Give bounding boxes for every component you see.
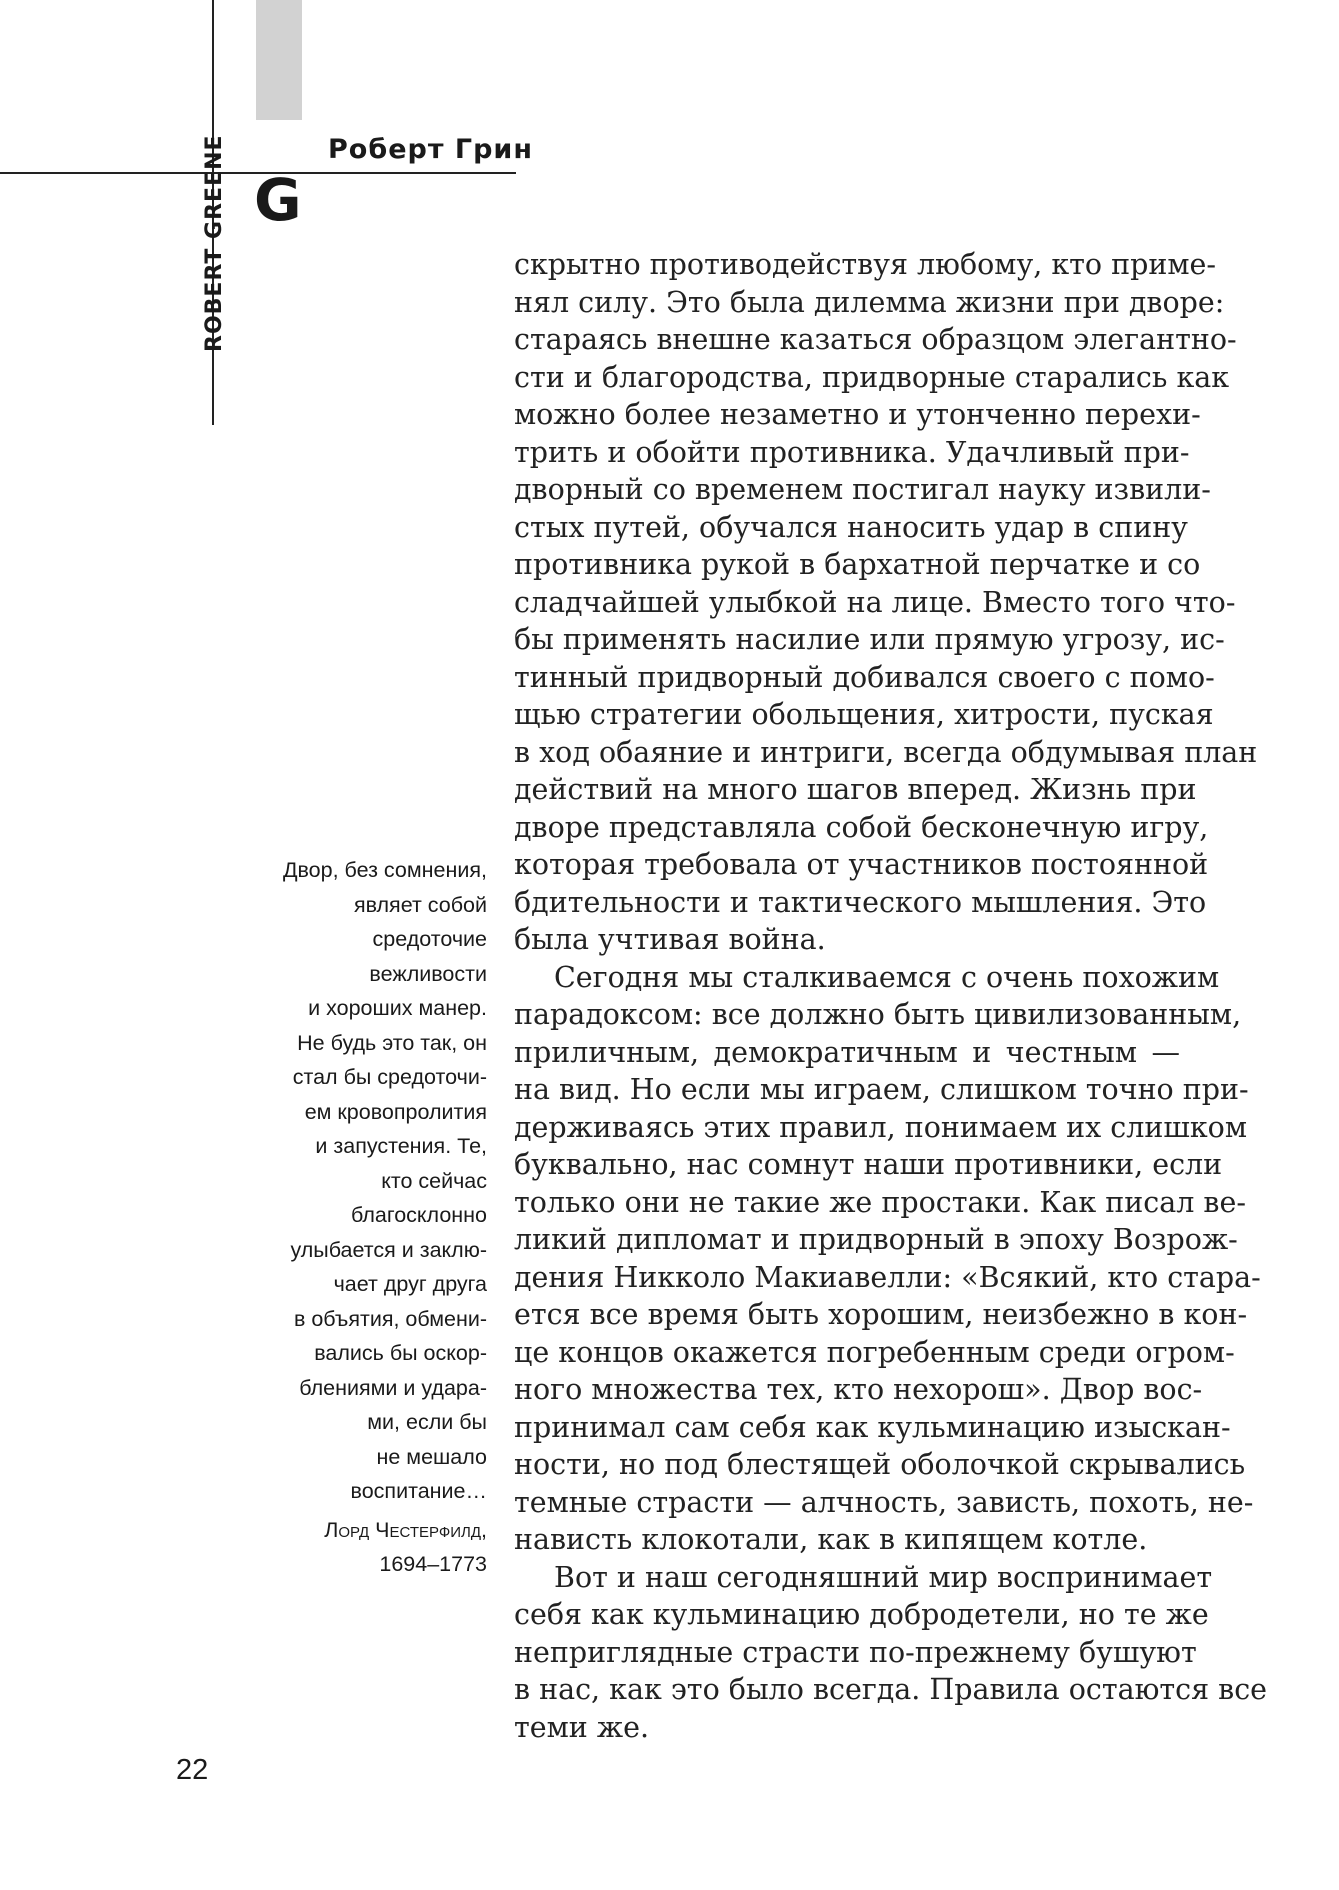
body-line: парадоксом: все должно быть цивилизованным, — [514, 998, 1242, 1031]
body-line: стых путей, обучался наносить удар в спину — [514, 510, 1188, 544]
body-line: щью стратегии обольщения, хитрости, пуская — [514, 698, 1214, 731]
quote-line: улыбается и заклю- — [290, 1237, 487, 1262]
body-text — [514, 246, 1268, 1746]
quote-line: Не будь это так, он — [297, 1030, 487, 1055]
body-line: трить и обойти противника. Удачливый при- — [514, 435, 1190, 469]
body-line: тинный придворный добивался своего с помо- — [514, 660, 1215, 694]
quote-line: не мешало — [376, 1444, 487, 1469]
quote-line: вежливости — [369, 961, 487, 986]
body-line: можно более незаметно и утонченно перехи- — [514, 398, 1201, 431]
body-line: темные страсти — алчность, зависть, похоть, не- — [514, 1485, 1254, 1519]
body-line: в нас, как это было всегда. Правила остаются все — [514, 1673, 1268, 1706]
body-line: нависть клокотали, как в кипящем котле. — [514, 1523, 1148, 1556]
body-line: на вид. Но если мы играем, слишком точно при- — [514, 1073, 1249, 1106]
body-line: сладчайшей улыбкой на лице. Вместо того что- — [514, 585, 1236, 619]
vertical-author-name: ROBERT GREENE — [202, 134, 227, 352]
body-line: дворный со временем постигал науку извили- — [514, 473, 1211, 506]
quote-line: Двор, без сомнения, — [282, 858, 487, 882]
body-line: держиваясь этих правил, понимаем их слишком — [514, 1110, 1247, 1144]
body-line: бдительности и тактического мышления. Это — [514, 885, 1207, 919]
body-line: только они не такие же простаки. Как писал ве- — [514, 1185, 1246, 1219]
body-line: буквально, нас сомнут наши противники, если — [514, 1148, 1223, 1181]
body-line: теми же. — [514, 1710, 649, 1744]
body-line: стараясь внешне казаться образцом элегантно- — [514, 323, 1237, 356]
body-line: которая требовала от участников постоянной — [514, 848, 1209, 881]
body-line: сти и благородства, придворные старались как — [514, 360, 1230, 394]
quote-line: стал бы средоточи- — [292, 1065, 487, 1089]
quote-line: и запустения. Те, — [315, 1134, 487, 1158]
body-line: себя как кульминацию добродетели, но те же — [514, 1598, 1209, 1631]
quote-attribution: Лорд Честерфилд, — [324, 1517, 487, 1542]
quote-line: вались бы оскор- — [314, 1341, 487, 1365]
quote-line: воспитание… — [350, 1479, 487, 1503]
body-line: дворе представляла собой бесконечную игру, — [514, 810, 1209, 844]
running-head-author: Роберт Грин — [328, 134, 533, 165]
body-line: скрытно противодействуя любому, кто приме- — [514, 248, 1217, 281]
quote-line: ми, если бы — [367, 1410, 487, 1434]
body-line: це концов окажется погребенным среди огром- — [514, 1335, 1235, 1369]
body-line: неприглядные страсти по-прежнему бушуют — [514, 1635, 1197, 1669]
body-line: ности, но под блестящей оболочкой скрывались — [514, 1448, 1246, 1481]
header-gray-bar — [256, 0, 302, 120]
body-line: принимал сам себя как кульминацию изыскан- — [514, 1410, 1231, 1444]
quote-line: являет собой — [353, 892, 487, 917]
body-line: противника рукой в бархатной перчатке и со — [514, 548, 1201, 581]
body-line: была учтивая война. — [514, 923, 826, 956]
quote-line: и хороших манер. — [308, 996, 487, 1020]
logo-letter: G — [254, 166, 302, 234]
body-line: бы применять насилие или прямую угрозу, ис- — [514, 623, 1225, 656]
quote-line: блениями и удара- — [299, 1375, 487, 1400]
body-line: в ход обаяние и интриги, всегда обдумывая план — [514, 735, 1258, 769]
quote-line: чает друг друга — [333, 1272, 487, 1296]
quote-line: средоточие — [372, 927, 487, 951]
quote-dates: 1694–1773 — [379, 1552, 487, 1576]
body-line: ного множества тех, кто нехорош». Двор вос- — [514, 1373, 1203, 1406]
body-line: дения Никколо Макиавелли: «Всякий, кто стара- — [514, 1260, 1261, 1294]
quote-line: благосклонно — [350, 1203, 487, 1227]
quote-line: кто сейчас — [381, 1168, 487, 1193]
body-line: Вот и наш сегодняшний мир воспринимает — [554, 1560, 1213, 1594]
body-line: действий на много шагов вперед. Жизнь при — [514, 773, 1197, 806]
body-line: ется все время быть хорошим, неизбежно в кон- — [514, 1298, 1248, 1331]
quote-line: в объятия, обмени- — [293, 1306, 487, 1331]
body-line: Сегодня мы сталкиваемся с очень похожим — [554, 960, 1220, 994]
body-line: приличным, демократичным и честным — — [514, 1035, 1180, 1069]
body-line: ликий дипломат и придворный в эпоху Возрож- — [514, 1223, 1238, 1256]
body-line: нял силу. Это была дилемма жизни при дворе: — [514, 285, 1225, 319]
quote-line: ем кровопролития — [304, 1099, 487, 1124]
page-number: 22 — [176, 1754, 209, 1786]
sidebar-quote — [207, 853, 487, 1582]
